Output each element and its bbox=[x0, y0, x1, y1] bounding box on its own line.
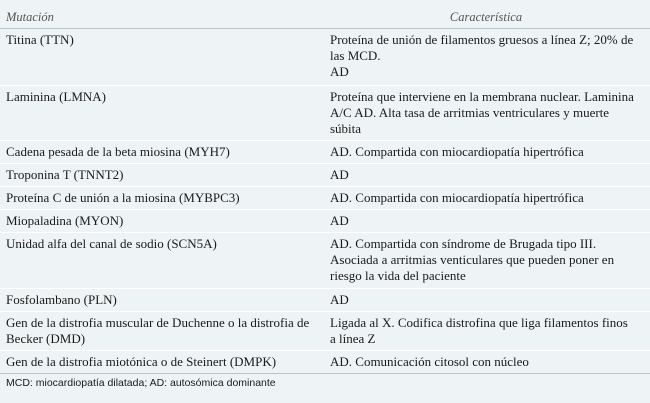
characteristic-text: Proteína de unión de filamentos gruesos a línea Z; 20% de las MCD. AD bbox=[330, 32, 634, 79]
characteristic-cell: Proteína que interviene en la membrana nuclear. Laminina A/C AD. Alta tasa de arritmias ventriculares y muerte súbita bbox=[322, 86, 650, 141]
mutation-cell: Fosfolambano (PLN) bbox=[0, 289, 322, 312]
mutation-cell: Unidad alfa del canal de sodio (SCN5A) bbox=[0, 233, 322, 289]
characteristic-cell: AD. Compartida con miocardiopatía hipertrófica bbox=[322, 187, 650, 210]
mutation-cell: Laminina (LMNA) bbox=[0, 86, 322, 141]
table-row bbox=[0, 141, 650, 164]
table-row bbox=[0, 312, 650, 351]
table-footnote: MCD: miocardiopatía dilatada; AD: autosómica dominante bbox=[6, 377, 276, 389]
characteristic-cell: AD bbox=[322, 289, 650, 312]
mutation-cell: Titina (TTN) bbox=[0, 29, 322, 86]
table-row bbox=[0, 351, 650, 374]
characteristic-cell: AD. Comunicación citosol con núcleo bbox=[322, 351, 650, 374]
mutation-cell: Gen de la distrofia miotónica o de Steinert (DMPK) bbox=[0, 351, 322, 374]
table-row bbox=[0, 210, 650, 233]
table-row bbox=[0, 289, 650, 312]
characteristic-cell bbox=[322, 29, 650, 86]
header-characteristic: Característica bbox=[322, 0, 650, 29]
characteristic-cell: AD. Compartida con miocardiopatía hipertrófica bbox=[322, 141, 650, 164]
header-mutation: Mutación bbox=[0, 0, 322, 29]
characteristic-cell: AD bbox=[322, 164, 650, 187]
mutation-cell: Proteína C de unión a la miosina (MYBPC3) bbox=[0, 187, 322, 210]
table-row bbox=[0, 233, 650, 289]
characteristic-cell: AD bbox=[322, 210, 650, 233]
table-row bbox=[0, 187, 650, 210]
table-header-row bbox=[0, 0, 650, 29]
table-row bbox=[0, 86, 650, 141]
mutation-cell: Cadena pesada de la beta miosina (MYH7) bbox=[0, 141, 322, 164]
mutation-cell: Miopaladina (MYON) bbox=[0, 210, 322, 233]
characteristic-cell: AD. Compartida con síndrome de Brugada tipo III. Asociada a arritmias venticulares que pueden poner en riesgo la vida del paciente bbox=[322, 233, 650, 289]
table-row bbox=[0, 29, 650, 86]
mutation-cell: Troponina T (TNNT2) bbox=[0, 164, 322, 187]
table-row bbox=[0, 164, 650, 187]
characteristic-cell: Ligada al X. Codifica distrofina que liga filamentos finos a línea Z bbox=[322, 312, 650, 351]
mutation-cell: Gen de la distrofia muscular de Duchenne o la distrofia de Becker (DMD) bbox=[0, 312, 322, 351]
